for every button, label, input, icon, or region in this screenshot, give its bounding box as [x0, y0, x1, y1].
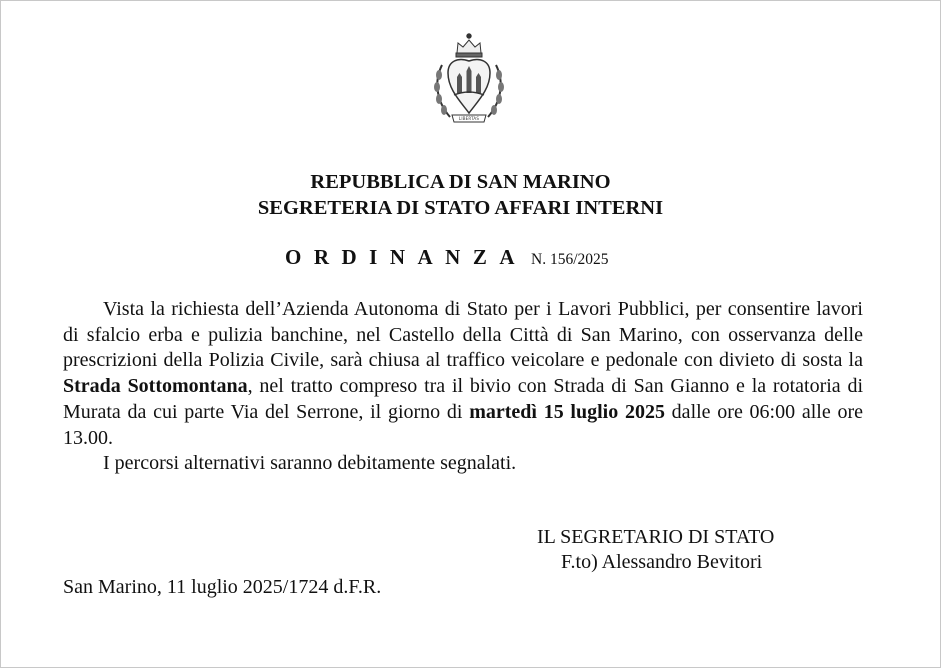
ordinance-label: ORDINANZA	[285, 245, 528, 269]
header-republic: REPUBBLICA DI SAN MARINO	[310, 171, 611, 193]
closure-date: martedì 15 luglio 2025	[469, 400, 665, 423]
ordinance-body	[63, 297, 863, 477]
emblem-motto: LIBERTAS	[458, 115, 480, 121]
signatory-name: F.to) Alessandro Bevitori	[561, 551, 763, 573]
body-paragraph-2: I percorsi alternativi saranno debitamente segnalati.	[103, 452, 517, 475]
body-text-b: , nel tratto compreso tra il bivio con Strada di San Gianno e la rotatoria di Murata da cui parte Via del Serrone, il giorno di	[63, 375, 863, 423]
coat-of-arms-icon	[428, 31, 510, 131]
body-text-c: dalle ore 06:00 alle ore 13.00.	[63, 400, 863, 449]
body-text-a: Vista la richiesta dell’Azienda Autonoma di Stato per i Lavori Pubblici, per consentire lavori di sfalcio erba e pulizia banchine, nel Castello della Città di San Marino, con osservanza delle prescrizioni della Polizia Civile, sarà chiusa al traffico veicolare e pedonale con divieto di sosta la	[63, 298, 863, 372]
signatory-title: IL SEGRETARIO DI STATO	[537, 526, 775, 548]
road-name: Strada Sottomontana	[63, 375, 248, 398]
header-secretariat: SEGRETERIA DI STATO AFFARI INTERNI	[257, 197, 664, 219]
ordinance-number: N. 156/2025	[531, 251, 609, 268]
place-and-date: San Marino, 11 luglio 2025/1724 d.F.R.	[63, 576, 382, 598]
body-paragraph-1	[63, 297, 863, 451]
ordinance-heading	[285, 245, 609, 270]
